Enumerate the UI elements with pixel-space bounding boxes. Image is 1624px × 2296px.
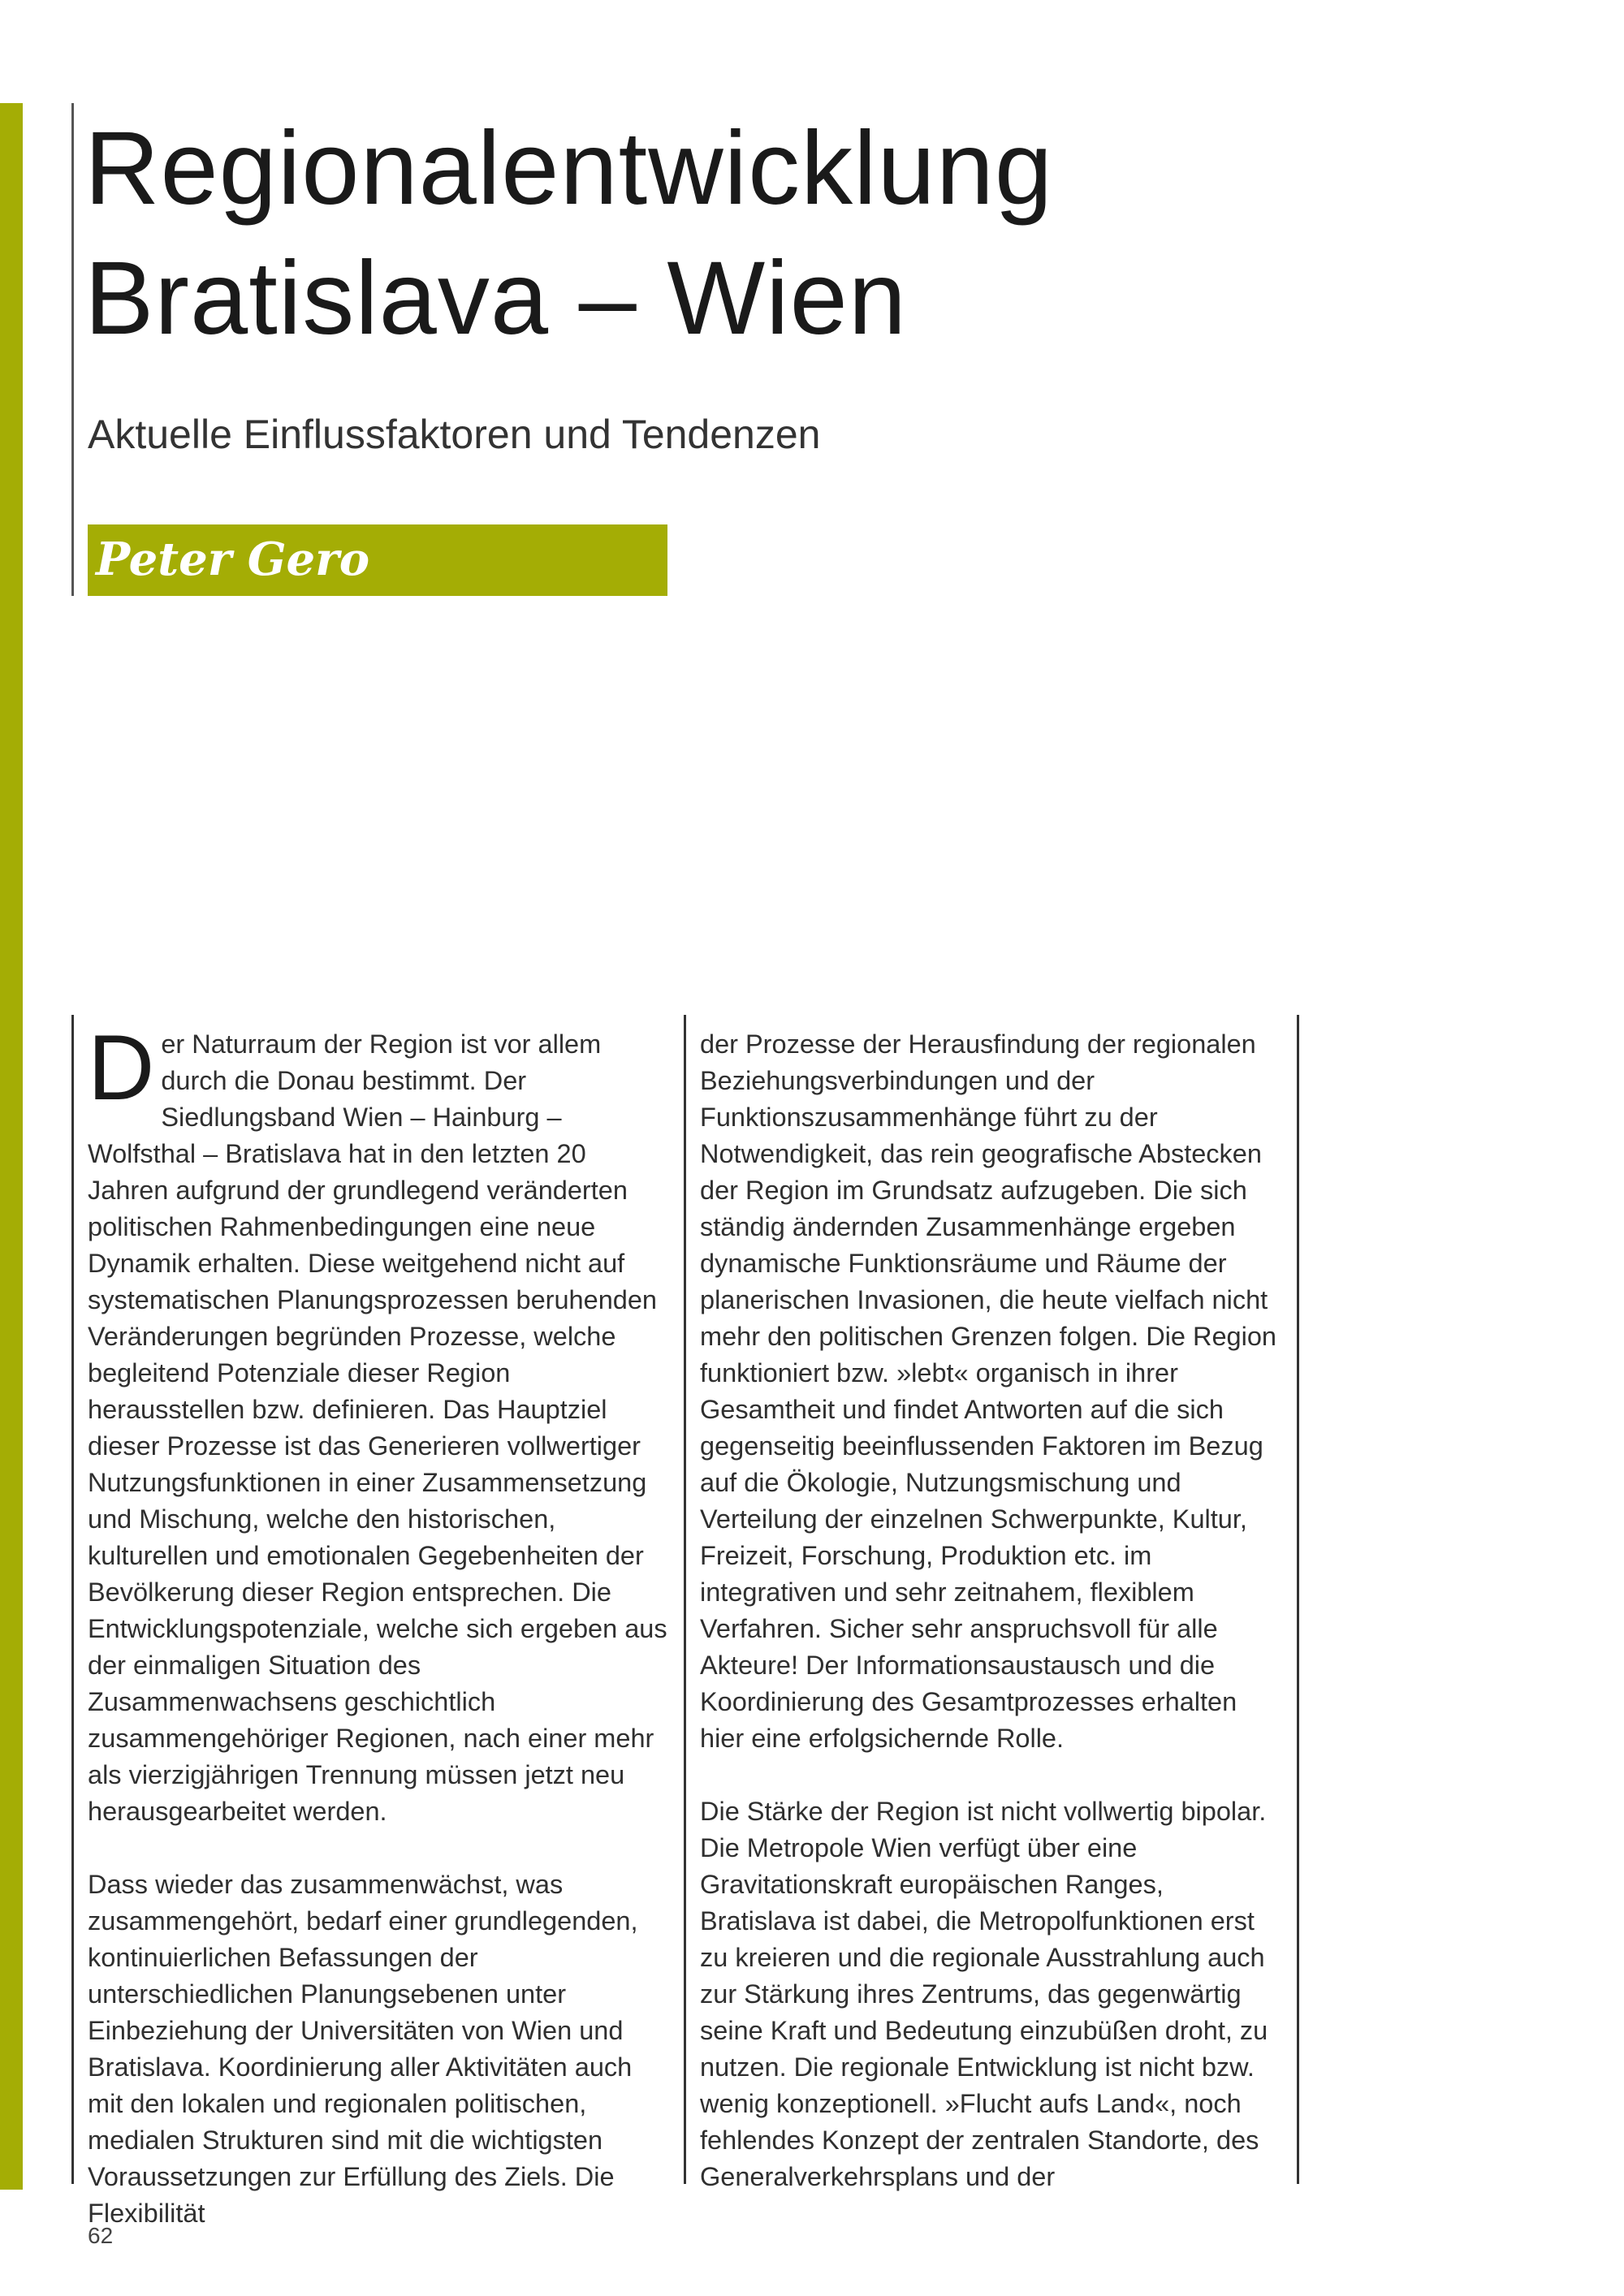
left-column — [88, 1016, 672, 2232]
middle-column-rule — [684, 1015, 686, 2184]
left-paragraph-1 — [88, 1016, 672, 1830]
title-rule — [71, 103, 74, 596]
title-line-2: Bratislava – Wien — [84, 240, 907, 356]
page-number: 62 — [88, 2223, 114, 2248]
subtitle: Aktuelle Einflussfaktoren und Tendenzen — [88, 412, 821, 457]
page-title — [84, 104, 1546, 364]
drop-cap: D — [88, 1016, 155, 1120]
title-line-1: Regionalentwicklung — [84, 110, 1054, 227]
right-column — [700, 1026, 1285, 2195]
left-column-rule — [71, 1015, 74, 2184]
author-box — [88, 524, 667, 596]
left-paragraph-2: Dass wieder das zusammenwächst, was zusammengehört, bedarf einer grundlegenden, kontinuierlichen Befassungen der unterschiedlichen Planungsebenen unter Einbeziehung der Universitäten von Wien und Bratislava. Koordinierung aller Aktivitäten auch mit den lokalen und regionalen politischen, medialen Strukturen sind mit die wichtigsten Voraussetzungen zur Erfüllung des Ziels. Die Flexibilität — [88, 1870, 638, 2228]
accent-bar — [0, 103, 23, 2190]
author-name: Peter Gero — [96, 533, 370, 586]
right-column-rule — [1297, 1015, 1299, 2184]
right-paragraph-1: der Prozesse der Herausfindung der regionalen Beziehungsverbindungen und der Funktionszusammenhänge führt zu der Notwendigkeit, das rein geografische Abstecken der Region im Grundsatz aufzugeben. Die sich ständig ändernden Zusammenhänge ergeben dynamische Funktionsräume und Räume der planerischen Invasionen, die heute vielfach nicht mehr den politischen Grenzen folgen. Die Region funktioniert bzw. »lebt« organisch in ihrer Gesamtheit und findet Antworten auf die sich gegenseitig beeinflussenden Faktoren im Bezug auf die Ökologie, Nutzungsmischung und Verteilung der einzelnen Schwerpunkte, Kultur, Freizeit, Forschung, Produktion etc. im integrativen und sehr zeitnahem, flexiblem Verfahren. Sicher sehr anspruchsvoll für alle Akteure! Der Informationsaustausch und die Koordinierung des Gesamtprozesses erhalten hier eine erfolgsichernde Rolle. — [700, 1029, 1277, 1753]
left-paragraph-1-text: er Naturraum der Region ist vor allem durch die Donau bestimmt. Der Siedlungsband Wien – Hainburg – Wolfsthal – Bratislava hat in den letzten 20 Jahren aufgrund der grundlegend veränderten politischen Rahmenbedingungen eine neue Dynamik erhalten. Diese weitgehend nicht auf systematischen Planungsprozessen beruhenden Veränderungen begründen Prozesse, welche begleitend Potenziale dieser Region herausstellen bzw. definieren. Das Hauptziel dieser Prozesse ist das Generieren vollwertiger Nutzungsfunktionen in einer Zusammensetzung und Mischung, welche den historischen, kulturellen und emotionalen Gegebenheiten der Bevölkerung dieser Region entsprechen. Die Entwicklungspotenziale, welche sich ergeben aus der einmaligen Situation des Zusammenwachsens geschichtlich zusammengehöriger Regionen, nach einer mehr als vierzigjährigen Trennung müssen jetzt neu herausgearbeitet werden. — [88, 1029, 667, 1826]
right-paragraph-2: Die Stärke der Region ist nicht vollwertig bipolar. Die Metropole Wien verfügt über eine Gravitationskraft europäischen Ranges, Bratislava ist dabei, die Metropolfunktionen erst zu kreieren und die regionale Ausstrahlung auch zur Stärkung ihres Zentrums, das gegenwärtig seine Kraft und Bedeutung einzubüßen droht, zu nutzen. Die regionale Entwicklung ist nicht bzw. wenig konzeptionell. »Flucht aufs Land«, noch fehlendes Konzept der zentralen Standorte, des Generalverkehrsplans und der — [700, 1797, 1268, 2191]
